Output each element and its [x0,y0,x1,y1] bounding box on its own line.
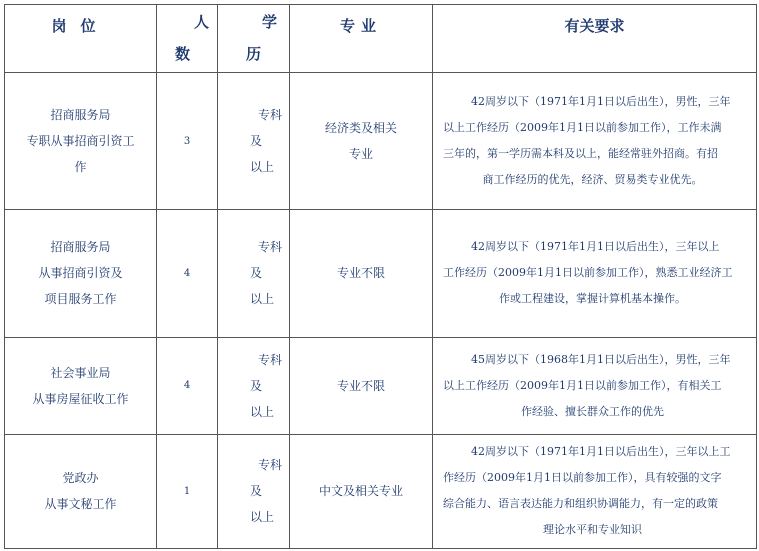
edu-line: 及 [250,266,263,281]
edu-cell [218,434,290,548]
requirements-cell [433,73,757,210]
req-line: 三年的，第一学历需本科及以上，能经常驻外招商。有招 [443,147,718,161]
table-row [5,434,757,548]
header-row [5,5,757,73]
req-line: 理论水平和专业知识 [543,523,642,537]
req-line: 商工作经历的优先，经济、贸易类专业优先。 [482,173,703,187]
major-line: 经济类及相关 [324,121,397,136]
major-line: 专业不限 [336,266,385,281]
table-row [5,210,757,337]
header-edu-bottom: 历 [246,45,262,63]
requirements-cell [433,337,757,434]
count-cell: 1 [157,434,218,548]
req-line: 42周岁以下（1971年1月1日以后出生），三年以上工 [471,445,731,459]
post-line: 招商服务局 [50,240,111,255]
major-line: 专业不限 [336,378,385,393]
count-cell: 3 [157,73,218,210]
header-major: 专业 [290,5,433,73]
edu-cell [218,73,290,210]
major-line: 专业 [348,147,373,162]
req-line: 42周岁以下（1971年1月1日以后出生），三年以上 [471,240,720,254]
major-cell [290,73,433,210]
edu-line: 以上 [250,404,275,419]
req-line: 作经验、擅长群众工作的优先 [521,404,664,418]
count-cell: 4 [157,337,218,434]
req-line: 以上工作经历（2009年1月1日以前参加工作），有相关工 [443,378,722,392]
table-row [5,73,757,210]
requirements-cell [433,434,757,548]
edu-line: 及 [250,134,263,149]
major-cell [290,210,433,337]
edu-cell [218,337,290,434]
header-count-bottom: 数 [175,45,191,63]
req-line: 45周岁以下（1968年1月1日以后出生），男性，三年 [471,352,731,366]
post-line: 专职从事招商引资工 [26,134,135,149]
req-line: 42周岁以下（1971年1月1日以后出生），男性，三年 [471,95,731,109]
post-cell [5,434,157,548]
post-cell [5,73,157,210]
header-count [157,5,218,73]
post-line: 从事房屋征收工作 [32,391,129,406]
major-cell [290,337,433,434]
post-cell [5,337,157,434]
post-cell [5,210,157,337]
recruitment-table [4,4,757,549]
count-cell: 4 [157,210,218,337]
edu-cell [218,210,290,337]
edu-line: 及 [250,378,263,393]
post-line: 社会事业局 [50,365,111,380]
header-count-top: 人 [193,13,209,31]
edu-line: 专科 [258,240,283,255]
header-post: 岗位 [5,5,157,73]
major-cell [290,434,433,548]
header-edu [218,5,290,73]
req-line: 以上工作经历（2009年1月1日以前参加工作），工作未满 [443,121,722,135]
post-line: 从事文秘工作 [44,497,117,512]
edu-line: 以上 [250,292,275,307]
header-requirements: 有关要求 [433,5,757,73]
req-line: 作或工程建设，掌握计算机基本操作。 [499,292,686,306]
header-edu-top: 学 [262,13,278,31]
post-line: 党政办 [62,471,99,486]
requirements-cell [433,210,757,337]
edu-line: 专科 [258,458,283,473]
req-line: 综合能力、语言表达能力和组织协调能力，有一定的政策 [443,497,718,511]
edu-line: 专科 [258,108,283,123]
edu-line: 以上 [250,510,275,525]
post-line: 作 [74,160,87,175]
edu-line: 及 [250,484,263,499]
post-line: 从事招商引资及 [38,266,123,281]
table-row [5,337,757,434]
post-line: 招商服务局 [50,108,111,123]
edu-line: 以上 [250,160,275,175]
major-line: 中文及相关专业 [318,484,403,499]
req-line: 工作经历（2009年1月1日以前参加工作），熟悉工业经济工 [443,266,733,280]
post-line: 项目服务工作 [44,292,117,307]
req-line: 作经历（2009年1月1日以前参加工作），具有较强的文字 [443,471,722,485]
edu-line: 专科 [258,352,283,367]
